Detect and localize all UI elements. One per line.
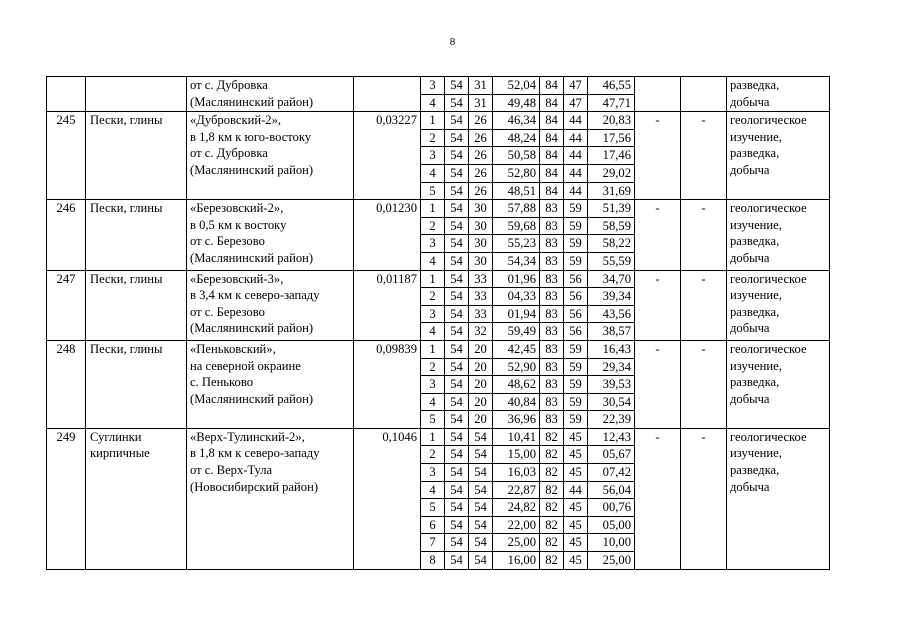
material-line: Пески, глины bbox=[90, 201, 163, 216]
point-number-cell: 3 bbox=[421, 77, 445, 95]
longitude-seconds-cell: 29,34 bbox=[588, 358, 635, 376]
longitude-seconds-cell: 34,70 bbox=[588, 270, 635, 288]
location-line: от с. Дубровка bbox=[190, 78, 268, 92]
area-cell bbox=[354, 77, 421, 112]
usage-purpose-line: добыча bbox=[730, 479, 770, 494]
point-number-cell: 1 bbox=[421, 428, 445, 446]
usage-purpose-line: добыча bbox=[730, 250, 770, 265]
point-number-cell: 1 bbox=[421, 200, 445, 218]
latitude-seconds-cell: 24,82 bbox=[493, 499, 540, 517]
latitude-seconds-cell: 52,04 bbox=[493, 77, 540, 95]
location-cell bbox=[187, 428, 354, 569]
longitude-minutes-cell: 44 bbox=[564, 129, 588, 147]
longitude-degrees-cell: 84 bbox=[540, 77, 564, 95]
latitude-degrees-cell: 54 bbox=[445, 516, 469, 534]
latitude-seconds-cell: 52,80 bbox=[493, 164, 540, 182]
deposit-number-cell: 248 bbox=[47, 340, 86, 428]
longitude-degrees-cell: 84 bbox=[540, 129, 564, 147]
deposit-number-cell bbox=[47, 77, 86, 112]
material-cell bbox=[86, 112, 187, 200]
longitude-seconds-cell: 55,59 bbox=[588, 252, 635, 270]
location-line: (Новосибирский район) bbox=[190, 479, 319, 494]
usage-purpose-line: геологическое bbox=[730, 429, 807, 444]
longitude-seconds-cell: 56,04 bbox=[588, 481, 635, 499]
longitude-degrees-cell: 82 bbox=[540, 552, 564, 570]
usage-purpose-cell bbox=[727, 112, 830, 200]
latitude-degrees-cell: 54 bbox=[445, 499, 469, 517]
longitude-degrees-cell: 82 bbox=[540, 428, 564, 446]
latitude-minutes-cell: 26 bbox=[469, 147, 493, 165]
material-line: Пески, глины bbox=[90, 113, 163, 128]
latitude-degrees-cell: 54 bbox=[445, 217, 469, 235]
reserves-cell-2 bbox=[681, 77, 727, 112]
latitude-minutes-cell: 32 bbox=[469, 323, 493, 341]
point-number-cell: 4 bbox=[421, 94, 445, 112]
longitude-seconds-cell: 17,46 bbox=[588, 147, 635, 165]
deposits-table-body bbox=[47, 77, 830, 570]
latitude-minutes-cell: 54 bbox=[469, 534, 493, 552]
longitude-degrees-cell: 84 bbox=[540, 182, 564, 200]
longitude-degrees-cell: 83 bbox=[540, 270, 564, 288]
latitude-minutes-cell: 26 bbox=[469, 164, 493, 182]
longitude-minutes-cell: 56 bbox=[564, 323, 588, 341]
location-cell bbox=[187, 77, 354, 112]
longitude-seconds-cell: 00,76 bbox=[588, 499, 635, 517]
longitude-seconds-cell: 39,34 bbox=[588, 288, 635, 306]
reserves-cell-2: - bbox=[681, 200, 727, 270]
latitude-minutes-cell: 26 bbox=[469, 129, 493, 147]
latitude-seconds-cell: 40,84 bbox=[493, 393, 540, 411]
latitude-degrees-cell: 54 bbox=[445, 340, 469, 358]
deposits-table bbox=[46, 76, 830, 570]
latitude-degrees-cell: 54 bbox=[445, 252, 469, 270]
longitude-degrees-cell: 83 bbox=[540, 358, 564, 376]
reserves-cell-1: - bbox=[635, 112, 681, 200]
latitude-degrees-cell: 54 bbox=[445, 323, 469, 341]
longitude-seconds-cell: 29,02 bbox=[588, 164, 635, 182]
latitude-minutes-cell: 31 bbox=[469, 77, 493, 95]
location-line: на северной окраине bbox=[190, 358, 301, 373]
usage-purpose-line: добыча bbox=[730, 391, 770, 406]
usage-purpose-line: разведка, bbox=[730, 304, 780, 319]
longitude-seconds-cell: 10,00 bbox=[588, 534, 635, 552]
latitude-degrees-cell: 54 bbox=[445, 358, 469, 376]
longitude-degrees-cell: 83 bbox=[540, 252, 564, 270]
point-number-cell: 4 bbox=[421, 164, 445, 182]
latitude-seconds-cell: 48,24 bbox=[493, 129, 540, 147]
area-cell: 0,09839 bbox=[354, 340, 421, 428]
latitude-minutes-cell: 33 bbox=[469, 305, 493, 323]
material-line: Пески, глины bbox=[90, 341, 163, 356]
usage-purpose-cell bbox=[727, 340, 830, 428]
location-line: в 1,8 км к северо-западу bbox=[190, 446, 320, 461]
latitude-minutes-cell: 54 bbox=[469, 552, 493, 570]
deposit-number-cell: 249 bbox=[47, 428, 86, 569]
location-line: от с. Березово bbox=[190, 304, 265, 319]
latitude-degrees-cell: 54 bbox=[445, 164, 469, 182]
latitude-seconds-cell: 16,03 bbox=[493, 464, 540, 482]
usage-purpose-line: разведка, bbox=[730, 146, 780, 161]
location-line: «Пеньковский», bbox=[190, 341, 276, 356]
longitude-seconds-cell: 30,54 bbox=[588, 393, 635, 411]
latitude-degrees-cell: 54 bbox=[445, 270, 469, 288]
latitude-degrees-cell: 54 bbox=[445, 464, 469, 482]
latitude-degrees-cell: 54 bbox=[445, 481, 469, 499]
longitude-minutes-cell: 44 bbox=[564, 481, 588, 499]
latitude-minutes-cell: 30 bbox=[469, 235, 493, 253]
longitude-minutes-cell: 59 bbox=[564, 252, 588, 270]
latitude-minutes-cell: 54 bbox=[469, 516, 493, 534]
material-cell bbox=[86, 428, 187, 569]
point-number-cell: 1 bbox=[421, 340, 445, 358]
location-cell bbox=[187, 340, 354, 428]
latitude-minutes-cell: 30 bbox=[469, 200, 493, 218]
latitude-degrees-cell: 54 bbox=[445, 112, 469, 130]
usage-purpose-cell bbox=[727, 428, 830, 569]
point-number-cell: 3 bbox=[421, 376, 445, 394]
usage-purpose-line: изучение, bbox=[730, 358, 782, 373]
point-number-cell: 8 bbox=[421, 552, 445, 570]
longitude-degrees-cell: 84 bbox=[540, 112, 564, 130]
latitude-seconds-cell: 16,00 bbox=[493, 552, 540, 570]
longitude-degrees-cell: 82 bbox=[540, 446, 564, 464]
latitude-minutes-cell: 20 bbox=[469, 358, 493, 376]
longitude-minutes-cell: 59 bbox=[564, 200, 588, 218]
longitude-degrees-cell: 82 bbox=[540, 516, 564, 534]
longitude-degrees-cell: 83 bbox=[540, 340, 564, 358]
latitude-seconds-cell: 01,94 bbox=[493, 305, 540, 323]
longitude-seconds-cell: 58,59 bbox=[588, 217, 635, 235]
latitude-minutes-cell: 54 bbox=[469, 499, 493, 517]
location-line: от с. Березово bbox=[190, 234, 265, 249]
point-number-cell: 7 bbox=[421, 534, 445, 552]
longitude-minutes-cell: 59 bbox=[564, 411, 588, 429]
latitude-seconds-cell: 01,96 bbox=[493, 270, 540, 288]
latitude-seconds-cell: 15,00 bbox=[493, 446, 540, 464]
table-row bbox=[47, 270, 830, 288]
latitude-minutes-cell: 20 bbox=[469, 411, 493, 429]
point-number-cell: 4 bbox=[421, 323, 445, 341]
latitude-seconds-cell: 54,34 bbox=[493, 252, 540, 270]
latitude-seconds-cell: 59,68 bbox=[493, 217, 540, 235]
longitude-degrees-cell: 83 bbox=[540, 411, 564, 429]
longitude-degrees-cell: 84 bbox=[540, 94, 564, 112]
latitude-minutes-cell: 33 bbox=[469, 270, 493, 288]
point-number-cell: 4 bbox=[421, 481, 445, 499]
latitude-minutes-cell: 20 bbox=[469, 376, 493, 394]
longitude-degrees-cell: 83 bbox=[540, 235, 564, 253]
reserves-cell-2: - bbox=[681, 112, 727, 200]
usage-purpose-cell bbox=[727, 270, 830, 340]
usage-purpose-line: геологическое bbox=[730, 201, 807, 216]
latitude-degrees-cell: 54 bbox=[445, 129, 469, 147]
location-line: (Маслянинский район) bbox=[190, 162, 314, 177]
table-row bbox=[47, 77, 830, 95]
material-line: Пески, глины bbox=[90, 271, 163, 286]
location-line: от с. Дубровка bbox=[190, 146, 268, 161]
page-number: 8 bbox=[449, 36, 456, 48]
point-number-cell: 1 bbox=[421, 112, 445, 130]
longitude-degrees-cell: 84 bbox=[540, 147, 564, 165]
table-row bbox=[47, 112, 830, 130]
longitude-minutes-cell: 44 bbox=[564, 182, 588, 200]
material-cell bbox=[86, 340, 187, 428]
location-line: (Маслянинский район) bbox=[190, 94, 314, 109]
longitude-minutes-cell: 59 bbox=[564, 235, 588, 253]
latitude-minutes-cell: 54 bbox=[469, 481, 493, 499]
longitude-minutes-cell: 45 bbox=[564, 464, 588, 482]
usage-purpose-cell bbox=[727, 77, 830, 112]
latitude-degrees-cell: 54 bbox=[445, 200, 469, 218]
material-cell bbox=[86, 270, 187, 340]
location-cell bbox=[187, 200, 354, 270]
longitude-degrees-cell: 82 bbox=[540, 481, 564, 499]
reserves-cell-1: - bbox=[635, 200, 681, 270]
latitude-seconds-cell: 48,51 bbox=[493, 182, 540, 200]
latitude-degrees-cell: 54 bbox=[445, 305, 469, 323]
usage-purpose-line: геологическое bbox=[730, 271, 807, 286]
longitude-minutes-cell: 45 bbox=[564, 499, 588, 517]
latitude-minutes-cell: 30 bbox=[469, 252, 493, 270]
latitude-seconds-cell: 25,00 bbox=[493, 534, 540, 552]
material-cell bbox=[86, 200, 187, 270]
location-line: (Маслянинский район) bbox=[190, 321, 314, 336]
usage-purpose-line: изучение, bbox=[730, 446, 782, 461]
latitude-degrees-cell: 54 bbox=[445, 376, 469, 394]
latitude-seconds-cell: 46,34 bbox=[493, 112, 540, 130]
latitude-degrees-cell: 54 bbox=[445, 235, 469, 253]
latitude-minutes-cell: 26 bbox=[469, 182, 493, 200]
latitude-minutes-cell: 30 bbox=[469, 217, 493, 235]
usage-purpose-line: разведка, bbox=[730, 78, 780, 92]
latitude-minutes-cell: 31 bbox=[469, 94, 493, 112]
material-line: Суглинки bbox=[90, 429, 142, 444]
latitude-degrees-cell: 54 bbox=[445, 288, 469, 306]
usage-purpose-line: добыча bbox=[730, 94, 770, 109]
longitude-seconds-cell: 17,56 bbox=[588, 129, 635, 147]
longitude-minutes-cell: 56 bbox=[564, 270, 588, 288]
latitude-seconds-cell: 59,49 bbox=[493, 323, 540, 341]
area-cell: 0,1046 bbox=[354, 428, 421, 569]
longitude-minutes-cell: 47 bbox=[564, 94, 588, 112]
latitude-degrees-cell: 54 bbox=[445, 147, 469, 165]
latitude-degrees-cell: 54 bbox=[445, 428, 469, 446]
latitude-degrees-cell: 54 bbox=[445, 411, 469, 429]
reserves-cell-2: - bbox=[681, 428, 727, 569]
longitude-seconds-cell: 38,57 bbox=[588, 323, 635, 341]
longitude-minutes-cell: 45 bbox=[564, 552, 588, 570]
latitude-seconds-cell: 22,00 bbox=[493, 516, 540, 534]
location-cell bbox=[187, 270, 354, 340]
latitude-minutes-cell: 20 bbox=[469, 340, 493, 358]
location-line: (Маслянинский район) bbox=[190, 391, 314, 406]
point-number-cell: 1 bbox=[421, 270, 445, 288]
deposit-number-cell: 247 bbox=[47, 270, 86, 340]
point-number-cell: 2 bbox=[421, 358, 445, 376]
usage-purpose-line: геологическое bbox=[730, 113, 807, 128]
longitude-minutes-cell: 47 bbox=[564, 77, 588, 95]
longitude-seconds-cell: 51,39 bbox=[588, 200, 635, 218]
longitude-degrees-cell: 82 bbox=[540, 499, 564, 517]
usage-purpose-line: разведка, bbox=[730, 234, 780, 249]
latitude-degrees-cell: 54 bbox=[445, 446, 469, 464]
longitude-minutes-cell: 44 bbox=[564, 112, 588, 130]
reserves-cell-2: - bbox=[681, 270, 727, 340]
latitude-minutes-cell: 20 bbox=[469, 393, 493, 411]
latitude-minutes-cell: 33 bbox=[469, 288, 493, 306]
longitude-seconds-cell: 46,55 bbox=[588, 77, 635, 95]
longitude-seconds-cell: 07,42 bbox=[588, 464, 635, 482]
usage-purpose-line: геологическое bbox=[730, 341, 807, 356]
latitude-seconds-cell: 22,87 bbox=[493, 481, 540, 499]
latitude-seconds-cell: 04,33 bbox=[493, 288, 540, 306]
longitude-seconds-cell: 20,83 bbox=[588, 112, 635, 130]
longitude-seconds-cell: 47,71 bbox=[588, 94, 635, 112]
point-number-cell: 2 bbox=[421, 288, 445, 306]
longitude-seconds-cell: 58,22 bbox=[588, 235, 635, 253]
longitude-minutes-cell: 45 bbox=[564, 516, 588, 534]
deposit-number-cell: 245 bbox=[47, 112, 86, 200]
longitude-minutes-cell: 59 bbox=[564, 217, 588, 235]
point-number-cell: 2 bbox=[421, 129, 445, 147]
longitude-seconds-cell: 05,67 bbox=[588, 446, 635, 464]
table-row bbox=[47, 340, 830, 358]
location-line: в 0,5 км к востоку bbox=[190, 217, 287, 232]
location-line: от с. Верх-Тула bbox=[190, 463, 273, 478]
table-row bbox=[47, 200, 830, 218]
area-cell: 0,01230 bbox=[354, 200, 421, 270]
latitude-degrees-cell: 54 bbox=[445, 77, 469, 95]
usage-purpose-line: изучение, bbox=[730, 129, 782, 144]
reserves-cell-1: - bbox=[635, 340, 681, 428]
point-number-cell: 5 bbox=[421, 182, 445, 200]
longitude-degrees-cell: 84 bbox=[540, 164, 564, 182]
reserves-cell-1 bbox=[635, 77, 681, 112]
latitude-seconds-cell: 50,58 bbox=[493, 147, 540, 165]
longitude-degrees-cell: 83 bbox=[540, 376, 564, 394]
latitude-seconds-cell: 57,88 bbox=[493, 200, 540, 218]
location-cell bbox=[187, 112, 354, 200]
usage-purpose-line: добыча bbox=[730, 162, 770, 177]
longitude-minutes-cell: 59 bbox=[564, 358, 588, 376]
point-number-cell: 2 bbox=[421, 446, 445, 464]
latitude-seconds-cell: 52,90 bbox=[493, 358, 540, 376]
longitude-seconds-cell: 12,43 bbox=[588, 428, 635, 446]
reserves-cell-2: - bbox=[681, 340, 727, 428]
longitude-minutes-cell: 59 bbox=[564, 340, 588, 358]
location-line: «Верх-Тулинский-2», bbox=[190, 429, 305, 444]
latitude-minutes-cell: 54 bbox=[469, 464, 493, 482]
longitude-seconds-cell: 05,00 bbox=[588, 516, 635, 534]
longitude-seconds-cell: 31,69 bbox=[588, 182, 635, 200]
longitude-degrees-cell: 82 bbox=[540, 534, 564, 552]
latitude-degrees-cell: 54 bbox=[445, 94, 469, 112]
longitude-degrees-cell: 82 bbox=[540, 464, 564, 482]
longitude-minutes-cell: 44 bbox=[564, 147, 588, 165]
longitude-minutes-cell: 56 bbox=[564, 305, 588, 323]
latitude-degrees-cell: 54 bbox=[445, 534, 469, 552]
longitude-degrees-cell: 83 bbox=[540, 393, 564, 411]
longitude-minutes-cell: 56 bbox=[564, 288, 588, 306]
latitude-degrees-cell: 54 bbox=[445, 182, 469, 200]
latitude-minutes-cell: 54 bbox=[469, 446, 493, 464]
location-line: «Березовский-2», bbox=[190, 201, 284, 216]
longitude-seconds-cell: 22,39 bbox=[588, 411, 635, 429]
point-number-cell: 3 bbox=[421, 147, 445, 165]
material-line: кирпичные bbox=[90, 446, 150, 461]
longitude-minutes-cell: 44 bbox=[564, 164, 588, 182]
longitude-minutes-cell: 45 bbox=[564, 534, 588, 552]
longitude-seconds-cell: 25,00 bbox=[588, 552, 635, 570]
area-cell: 0,01187 bbox=[354, 270, 421, 340]
latitude-seconds-cell: 36,96 bbox=[493, 411, 540, 429]
latitude-seconds-cell: 42,45 bbox=[493, 340, 540, 358]
location-line: «Березовский-3», bbox=[190, 271, 284, 286]
material-cell bbox=[86, 77, 187, 112]
point-number-cell: 6 bbox=[421, 516, 445, 534]
point-number-cell: 5 bbox=[421, 411, 445, 429]
usage-purpose-line: разведка, bbox=[730, 375, 780, 390]
point-number-cell: 4 bbox=[421, 393, 445, 411]
point-number-cell: 3 bbox=[421, 305, 445, 323]
location-line: «Дубровский-2», bbox=[190, 113, 282, 128]
location-line: в 1,8 км к юго-востоку bbox=[190, 129, 312, 144]
latitude-minutes-cell: 26 bbox=[469, 112, 493, 130]
table-row bbox=[47, 428, 830, 446]
longitude-minutes-cell: 45 bbox=[564, 446, 588, 464]
area-cell: 0,03227 bbox=[354, 112, 421, 200]
longitude-degrees-cell: 83 bbox=[540, 288, 564, 306]
point-number-cell: 2 bbox=[421, 217, 445, 235]
latitude-degrees-cell: 54 bbox=[445, 552, 469, 570]
usage-purpose-cell bbox=[727, 200, 830, 270]
latitude-seconds-cell: 10,41 bbox=[493, 428, 540, 446]
longitude-seconds-cell: 39,53 bbox=[588, 376, 635, 394]
longitude-minutes-cell: 45 bbox=[564, 428, 588, 446]
longitude-seconds-cell: 43,56 bbox=[588, 305, 635, 323]
point-number-cell: 4 bbox=[421, 252, 445, 270]
longitude-degrees-cell: 83 bbox=[540, 323, 564, 341]
reserves-cell-1: - bbox=[635, 428, 681, 569]
location-line: в 3,4 км к северо-западу bbox=[190, 288, 320, 303]
usage-purpose-line: разведка, bbox=[730, 463, 780, 478]
longitude-minutes-cell: 59 bbox=[564, 393, 588, 411]
usage-purpose-line: изучение, bbox=[730, 217, 782, 232]
longitude-minutes-cell: 59 bbox=[564, 376, 588, 394]
deposit-number-cell: 246 bbox=[47, 200, 86, 270]
longitude-degrees-cell: 83 bbox=[540, 217, 564, 235]
location-line: (Маслянинский район) bbox=[190, 250, 314, 265]
longitude-degrees-cell: 83 bbox=[540, 200, 564, 218]
latitude-seconds-cell: 55,23 bbox=[493, 235, 540, 253]
latitude-degrees-cell: 54 bbox=[445, 393, 469, 411]
point-number-cell: 3 bbox=[421, 235, 445, 253]
usage-purpose-line: добыча bbox=[730, 321, 770, 336]
latitude-seconds-cell: 49,48 bbox=[493, 94, 540, 112]
latitude-seconds-cell: 48,62 bbox=[493, 376, 540, 394]
location-line: с. Пеньково bbox=[190, 375, 253, 390]
longitude-seconds-cell: 16,43 bbox=[588, 340, 635, 358]
longitude-degrees-cell: 83 bbox=[540, 305, 564, 323]
usage-purpose-line: изучение, bbox=[730, 288, 782, 303]
reserves-cell-1: - bbox=[635, 270, 681, 340]
latitude-minutes-cell: 54 bbox=[469, 428, 493, 446]
point-number-cell: 5 bbox=[421, 499, 445, 517]
point-number-cell: 3 bbox=[421, 464, 445, 482]
